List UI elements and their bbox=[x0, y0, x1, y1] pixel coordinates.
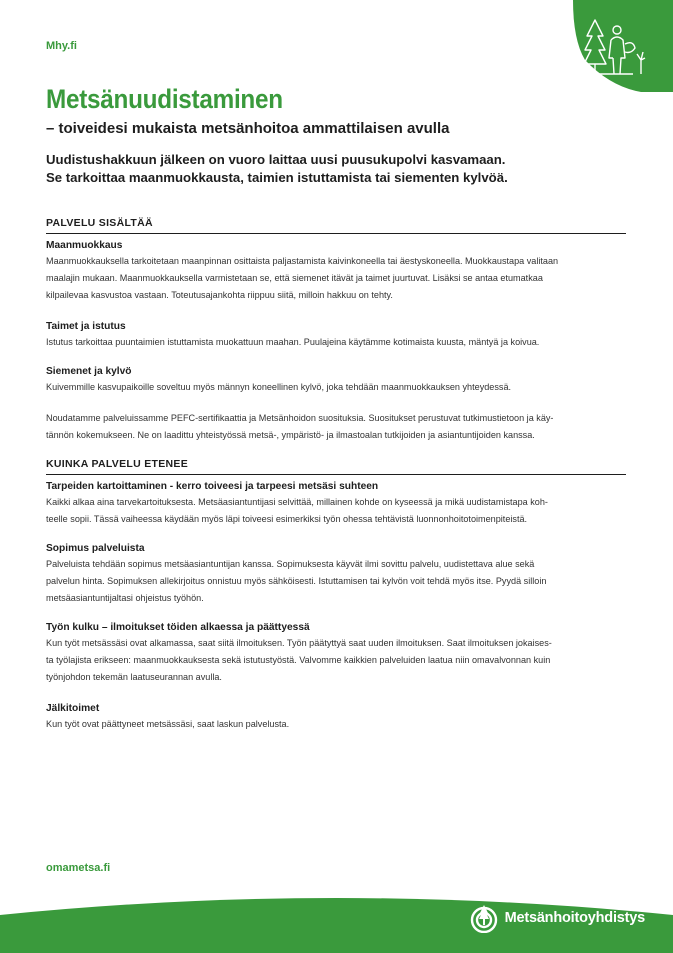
block-tyon-kulku bbox=[46, 622, 626, 686]
body-line: Maanmuokkauksella tarkoitetaan maanpinnan osittaista paljastamista kaivinkoneella tai äestyskoneella. Muokkaustapa valitaan bbox=[46, 256, 559, 266]
block-title: Työn kulku – ilmoitukset töiden alkaessa ja päättyessä bbox=[46, 622, 310, 633]
body-line: Kaikki alkaa aina tarvekartoituksesta. Metsäasiantuntijasi selvittää, millainen kohde on kyseessä ja mikä uudistamistapa koh- bbox=[46, 497, 548, 507]
section-heading-text: PALVELU SISÄLTÄÄ bbox=[46, 217, 626, 234]
block-jalkitoimet bbox=[46, 703, 626, 733]
page-title: Metsänuudistaminen bbox=[46, 84, 283, 114]
body-line: tännön kokemukseen. Ne on laadittu yhteistyössä metsä-, ympäristö- ja ilmastoalan tutkijoiden ja asiantuntijoiden kanssa. bbox=[46, 430, 535, 440]
section-heading-text: KUINKA PALVELU ETENEE bbox=[46, 458, 626, 475]
block-title: Maanmuokkaus bbox=[46, 240, 123, 251]
body-line: Kun työt metsässäsi ovat alkamassa, saat siitä ilmoituksen. Työn päätyttyä saat uuden ilmoituksen. Saat ilmoituksen jokaises- bbox=[46, 638, 552, 648]
mhy-logo-icon bbox=[469, 903, 499, 933]
body-line: Noudatamme palveluissamme PEFC-sertifikaattia ja Metsänhoidon suosituksia. Suositukset perustuvat tutkimustietoon ja käy- bbox=[46, 413, 554, 423]
block-tarpeiden-kartoittaminen bbox=[46, 481, 626, 528]
body-line: Palveluista tehdään sopimus metsäasiantuntijan kanssa. Sopimuksesta käyvät ilmi sovittu palvelu, uudistettava alue sekä bbox=[46, 559, 535, 569]
block-title: Jälkitoimet bbox=[46, 703, 100, 714]
mhy-logo bbox=[469, 903, 645, 933]
body-line: metsäasiantuntijaltasi ohjeistus työhön. bbox=[46, 593, 204, 603]
body-line: teelle sopii. Tässä vaiheessa käydään myös läpi toiveesi esimerkiksi työn ohessa tehtävistä luonnonhoitotoimenpiteistä. bbox=[46, 514, 528, 524]
intro-line: Uudistushakkuun jälkeen on vuoro laittaa uusi puusukupolvi kasvamaan. bbox=[46, 152, 506, 167]
omametsa-link[interactable]: omametsa.fi bbox=[46, 862, 111, 874]
body-line: työnjohdon tekemän laatuseurannan avulla. bbox=[46, 672, 222, 682]
corner-forest-illustration bbox=[573, 0, 673, 92]
intro-paragraph bbox=[46, 151, 566, 187]
block-title: Tarpeiden kartoittaminen - kerro toiveesi ja tarpeesi metsäsi suhteen bbox=[46, 481, 379, 492]
block-title: Taimet ja istutus bbox=[46, 321, 126, 332]
body-line: palvelun hinta. Sopimuksen allekirjoitus onnistuu myös sähköisesti. Istuttamisen tai kylvön voit tehdä myös itse. Pyydä silloin bbox=[46, 576, 547, 586]
site-link[interactable]: Mhy.fi bbox=[46, 40, 77, 52]
block-taimet-ja-istutus bbox=[46, 321, 626, 351]
block-pefc-note bbox=[46, 410, 626, 444]
logo-text: Metsänhoitoyhdistys bbox=[504, 910, 645, 926]
body-line: kilpailevaa kasvustoa vastaan. Toteutusajankohta riippuu siitä, milloin hakkuu on tehty. bbox=[46, 290, 393, 300]
body-line: maalajin mukaan. Maanmuokkauksella varmistetaan se, että siemenet itävät ja taimet juurtuvat. Lisäksi se antaa etumatkaa bbox=[46, 273, 543, 283]
block-title: Sopimus palveluista bbox=[46, 543, 145, 554]
intro-line: Se tarkoittaa maanmuokkausta, taimien istuttamista tai siementen kylvöä. bbox=[46, 170, 508, 185]
body-line: Kun työt ovat päättyneet metsässäsi, saat laskun palvelusta. bbox=[46, 719, 290, 729]
body-line: Kuivemmille kasvupaikoille soveltuu myös männyn koneellinen kylvö, joka tehdään maanmuokkauksen yhteydessä. bbox=[46, 382, 512, 392]
block-title: Siemenet ja kylvö bbox=[46, 366, 132, 377]
body-line: ta työlajista erikseen: maanmuokkauksesta sekä istutustyöstä. Valvomme kaikkien palveluiden laatua niin omavalvonnan kuin bbox=[46, 655, 551, 665]
block-siemenet-ja-kylvo bbox=[46, 366, 626, 396]
body-line: Istutus tarkoittaa puuntaimien istuttamista muokattuun maahan. Puulajeina käytämme kotimaista kuusta, mäntyä ja koivua. bbox=[46, 337, 540, 347]
page-subtitle: – toiveidesi mukaista metsänhoitoa ammattilaisen avulla bbox=[46, 120, 450, 137]
section-heading-service-contents bbox=[46, 217, 626, 234]
section-heading-how-service-proceeds bbox=[46, 458, 626, 475]
block-sopimus-palveluista bbox=[46, 543, 626, 607]
block-maanmuokkaus bbox=[46, 240, 626, 304]
